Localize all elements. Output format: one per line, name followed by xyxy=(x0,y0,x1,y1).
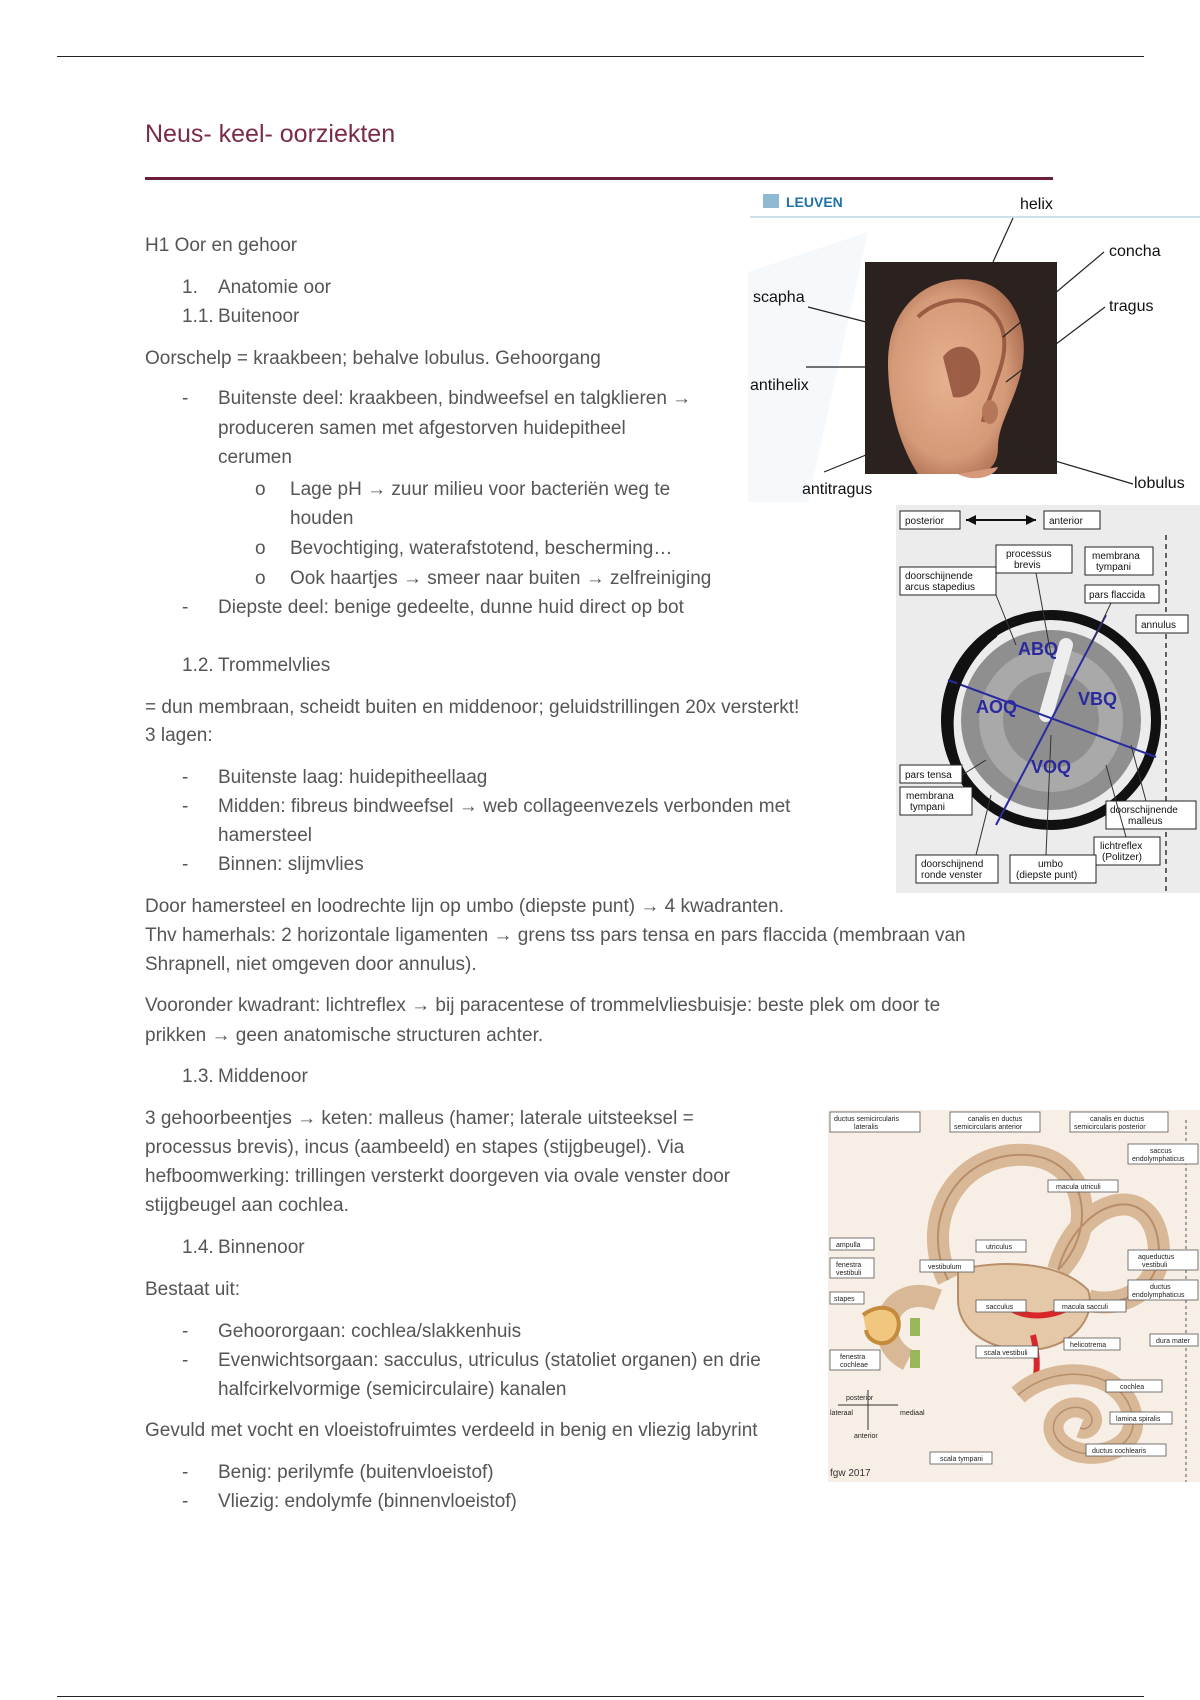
list-item: Gehoororgaan: cochlea/slakkenhuis xyxy=(218,1321,522,1342)
label-aoq: AOQ xyxy=(976,697,1018,717)
label-umbo: umbo xyxy=(1038,859,1064,870)
figure-credit: fgw 2017 xyxy=(830,1468,871,1479)
label-membrana: membrana xyxy=(1092,551,1140,562)
label-lobulus: lobulus xyxy=(1134,475,1185,492)
chapter-heading: H1 Oor en gehoor xyxy=(145,235,298,256)
label-ductus: ductus xyxy=(1150,1284,1171,1291)
paragraph: prikken → geen anatomische structuren achter. xyxy=(145,1025,544,1046)
label-utriculus: utriculus xyxy=(986,1244,1013,1251)
label-concha: concha xyxy=(1109,243,1161,260)
header-rule xyxy=(57,56,1144,57)
label-scapha: scapha xyxy=(753,289,805,306)
sub-list-item: Lage pH → zuur milieu voor bacteriën weg te xyxy=(290,479,671,500)
outer-ear-figure xyxy=(748,182,1200,502)
label-fenestra: fenestra xyxy=(836,1262,862,1269)
list-item: Evenwichtsorgaan: sacculus, utriculus (statoliet organen) en drie xyxy=(218,1350,761,1371)
label-lamina-spiralis: lamina spiralis xyxy=(1116,1416,1161,1423)
list-item: Diepste deel: benige gedeelte, dunne huid direct op bot xyxy=(218,597,684,618)
label-cs-anterior-1: canalis en ductus xyxy=(968,1116,1023,1123)
paragraph: 3 lagen: xyxy=(145,725,213,746)
leuven-logo: LEUVEN xyxy=(786,194,843,210)
label-antihelix: antihelix xyxy=(750,377,809,394)
label-brevis: brevis xyxy=(1014,560,1041,571)
label-abq: ABQ xyxy=(1018,639,1058,659)
paragraph: hefboomwerking: trillingen versterkt doorgeven via ovale venster door xyxy=(145,1166,731,1187)
label-tragus: tragus xyxy=(1109,298,1154,315)
paragraph: Shrapnell, niet omgeven door annulus). xyxy=(145,954,477,975)
paragraph: Oorschelp = kraakbeen; behalve lobulus. Gehoorgang xyxy=(145,348,601,369)
label-cs-anterior-2: semicircularis anterior xyxy=(954,1124,1023,1131)
bullet-dash: - xyxy=(182,1462,189,1483)
label-macula-sacculi: macula sacculi xyxy=(1062,1304,1108,1311)
label-sacculus: sacculus xyxy=(986,1304,1014,1311)
label-macula-utriculi: macula utriculi xyxy=(1056,1184,1101,1191)
label-cs-posterior-1: canalis en ductus xyxy=(1090,1116,1145,1123)
label-ds-lateralis-1: ductus semicircularis xyxy=(834,1116,899,1123)
label-membrana-2: membrana xyxy=(906,791,954,802)
footer-rule xyxy=(57,1696,1144,1697)
bullet-dash: - xyxy=(182,1321,189,1342)
label-cochleae: cochleae xyxy=(840,1362,869,1369)
bullet-circle: o xyxy=(255,568,266,589)
label-doorschijnende-arcus: doorschijnende xyxy=(905,571,973,582)
label-vestibulum: vestibulum xyxy=(928,1264,962,1271)
label-lichtreflex: lichtreflex xyxy=(1100,841,1143,852)
label-helix: helix xyxy=(1020,196,1053,213)
label-ductus-cochlearis: ductus cochlearis xyxy=(1092,1448,1147,1455)
bullet-dash: - xyxy=(182,1350,189,1371)
bullet-dash: - xyxy=(182,1491,189,1512)
label-annulus: annulus xyxy=(1141,620,1177,631)
list-item: Buitenste deel: kraakbeen, bindweefsel en talgklieren → xyxy=(218,388,692,409)
bullet-dash: - xyxy=(182,796,189,817)
label-cochlea: cochlea xyxy=(1120,1384,1145,1391)
label-endolymphaticus: endolymphaticus xyxy=(1132,1156,1185,1163)
label-dir-posterior: posterior xyxy=(846,1395,874,1402)
paragraph: stijgbeugel aan cochlea. xyxy=(145,1195,349,1216)
sub-list-item: Bevochtiging, waterafstotend, bescherming… xyxy=(290,538,673,559)
label-aqueductus: aqueductus xyxy=(1138,1254,1175,1261)
paragraph: processus brevis), incus (aambeeld) en stapes (stijgbeugel). Via xyxy=(145,1137,685,1158)
label-stapes: stapes xyxy=(834,1296,855,1303)
label-doorschijnende-malleus: doorschijnende xyxy=(1110,805,1178,816)
paragraph: Gevuld met vocht en vloeistofruimtes verdeeld in benig en vliezig labyrint xyxy=(145,1420,758,1441)
label-pars-flaccida: pars flaccida xyxy=(1089,590,1146,601)
label-posterior: posterior xyxy=(905,516,944,527)
label-ds-lateralis-2: lateralis xyxy=(854,1124,879,1131)
label-malleus: malleus xyxy=(1128,816,1163,827)
title-underline xyxy=(145,177,1053,180)
label-aq-vestibuli: vestibuli xyxy=(1142,1262,1168,1269)
label-scala-tympani: scala tympani xyxy=(940,1456,983,1463)
bullet-circle: o xyxy=(255,479,266,500)
label-politzer: (Politzer) xyxy=(1102,852,1143,863)
label-dir-mediaal: mediaal xyxy=(900,1410,925,1417)
list-item: Buitenste laag: huidepitheellaag xyxy=(218,767,488,788)
paragraph: Bestaat uit: xyxy=(145,1279,241,1300)
document-title: Neus- keel- oorziekten xyxy=(145,120,396,148)
bullet-dash: - xyxy=(182,854,189,875)
label-tympani-2: tympani xyxy=(910,802,946,813)
subsection-number: 1.4. xyxy=(182,1237,214,1258)
bullet-circle: o xyxy=(255,538,266,559)
bullet-dash: - xyxy=(182,388,189,409)
label-tympani: tympani xyxy=(1096,562,1132,573)
list-item-cont: cerumen xyxy=(218,447,292,468)
kuleuven-logo-icon xyxy=(763,194,779,208)
bullet-dash: - xyxy=(182,767,189,788)
paragraph: Vooronder kwadrant: lichtreflex → bij paracentese of trommelvliesbuisje: beste plek om door te xyxy=(145,995,941,1016)
label-ampulla: ampulla xyxy=(836,1242,861,1249)
list-item: Binnen: slijmvlies xyxy=(218,854,364,875)
subsection-heading: Binnenoor xyxy=(218,1237,305,1258)
paragraph: 3 gehoorbeentjes → keten: malleus (hamer; laterale uitsteeksel = xyxy=(145,1108,694,1129)
paragraph: Thv hamerhals: 2 horizontale ligamenten → grens tss pars tensa en pars flaccida (membraan van xyxy=(145,925,966,946)
subsection-heading: Buitenoor xyxy=(218,306,300,327)
label-dir-anterior: anterior xyxy=(854,1433,878,1440)
label-processus: processus xyxy=(1006,549,1052,560)
sub-list-item-cont: houden xyxy=(290,508,354,529)
label-pars-tensa: pars tensa xyxy=(905,770,952,781)
bullet-dash: - xyxy=(182,597,189,618)
label-vestibuli: vestibuli xyxy=(836,1270,862,1277)
label-voq: VOQ xyxy=(1031,757,1072,777)
list-item: Midden: fibreus bindweefsel → web collageenvezels verbonden met xyxy=(218,796,791,817)
list-item-cont: halfcirkelvormige (semicirculaire) kanalen xyxy=(218,1379,567,1400)
label-cs-posterior-2: semicircularis posterior xyxy=(1074,1124,1146,1131)
label-scala-vestibuli: scala vestibuli xyxy=(984,1350,1028,1357)
subsection-number: 1.2. xyxy=(182,655,214,676)
subsection-number: 1.3. xyxy=(182,1066,214,1087)
label-helicotrema: helicotrema xyxy=(1070,1342,1107,1349)
subsection-heading: Middenoor xyxy=(218,1066,308,1087)
label-doorschijnend: doorschijnend xyxy=(921,859,984,870)
paragraph: = dun membraan, scheidt buiten en middenoor; geluidstrillingen 20x versterkt! xyxy=(145,697,800,718)
list-item-cont: produceren samen met afgestorven huidepitheel xyxy=(218,418,626,439)
label-anterior: anterior xyxy=(1049,516,1083,527)
eardrum-figure xyxy=(896,505,1200,893)
label-diepste-punt: (diepste punt) xyxy=(1016,870,1078,881)
section-heading: Anatomie oor xyxy=(218,277,332,298)
subsection-heading: Trommelvlies xyxy=(218,655,331,676)
list-item: Vliezig: endolymfe (binnenvloeistof) xyxy=(218,1491,517,1512)
label-saccus: saccus xyxy=(1150,1148,1172,1155)
label-ronde-venster: ronde venster xyxy=(921,870,983,881)
label-arcus-stapedius: arcus stapedius xyxy=(905,582,976,593)
list-item-cont: hamersteel xyxy=(218,825,312,846)
label-duct-endolymphaticus: endolymphaticus xyxy=(1132,1292,1185,1299)
list-item: Benig: perilymfe (buitenvloeistof) xyxy=(218,1462,494,1483)
label-vbq: VBQ xyxy=(1078,689,1118,709)
inner-ear-figure xyxy=(828,1110,1200,1482)
sub-list-item: Ook haartjes → smeer naar buiten → zelfreiniging xyxy=(290,568,712,589)
label-antitragus: antitragus xyxy=(802,481,873,498)
section-number: 1. xyxy=(182,277,198,298)
paragraph: Door hamersteel en loodrechte lijn op umbo (diepste punt) → 4 kwadranten. xyxy=(145,896,784,917)
subsection-number: 1.1. xyxy=(182,306,214,327)
label-dura-mater: dura mater xyxy=(1156,1338,1190,1345)
label-fenestra-2: fenestra xyxy=(840,1354,866,1361)
label-dir-lateraal: lateraal xyxy=(830,1410,853,1417)
